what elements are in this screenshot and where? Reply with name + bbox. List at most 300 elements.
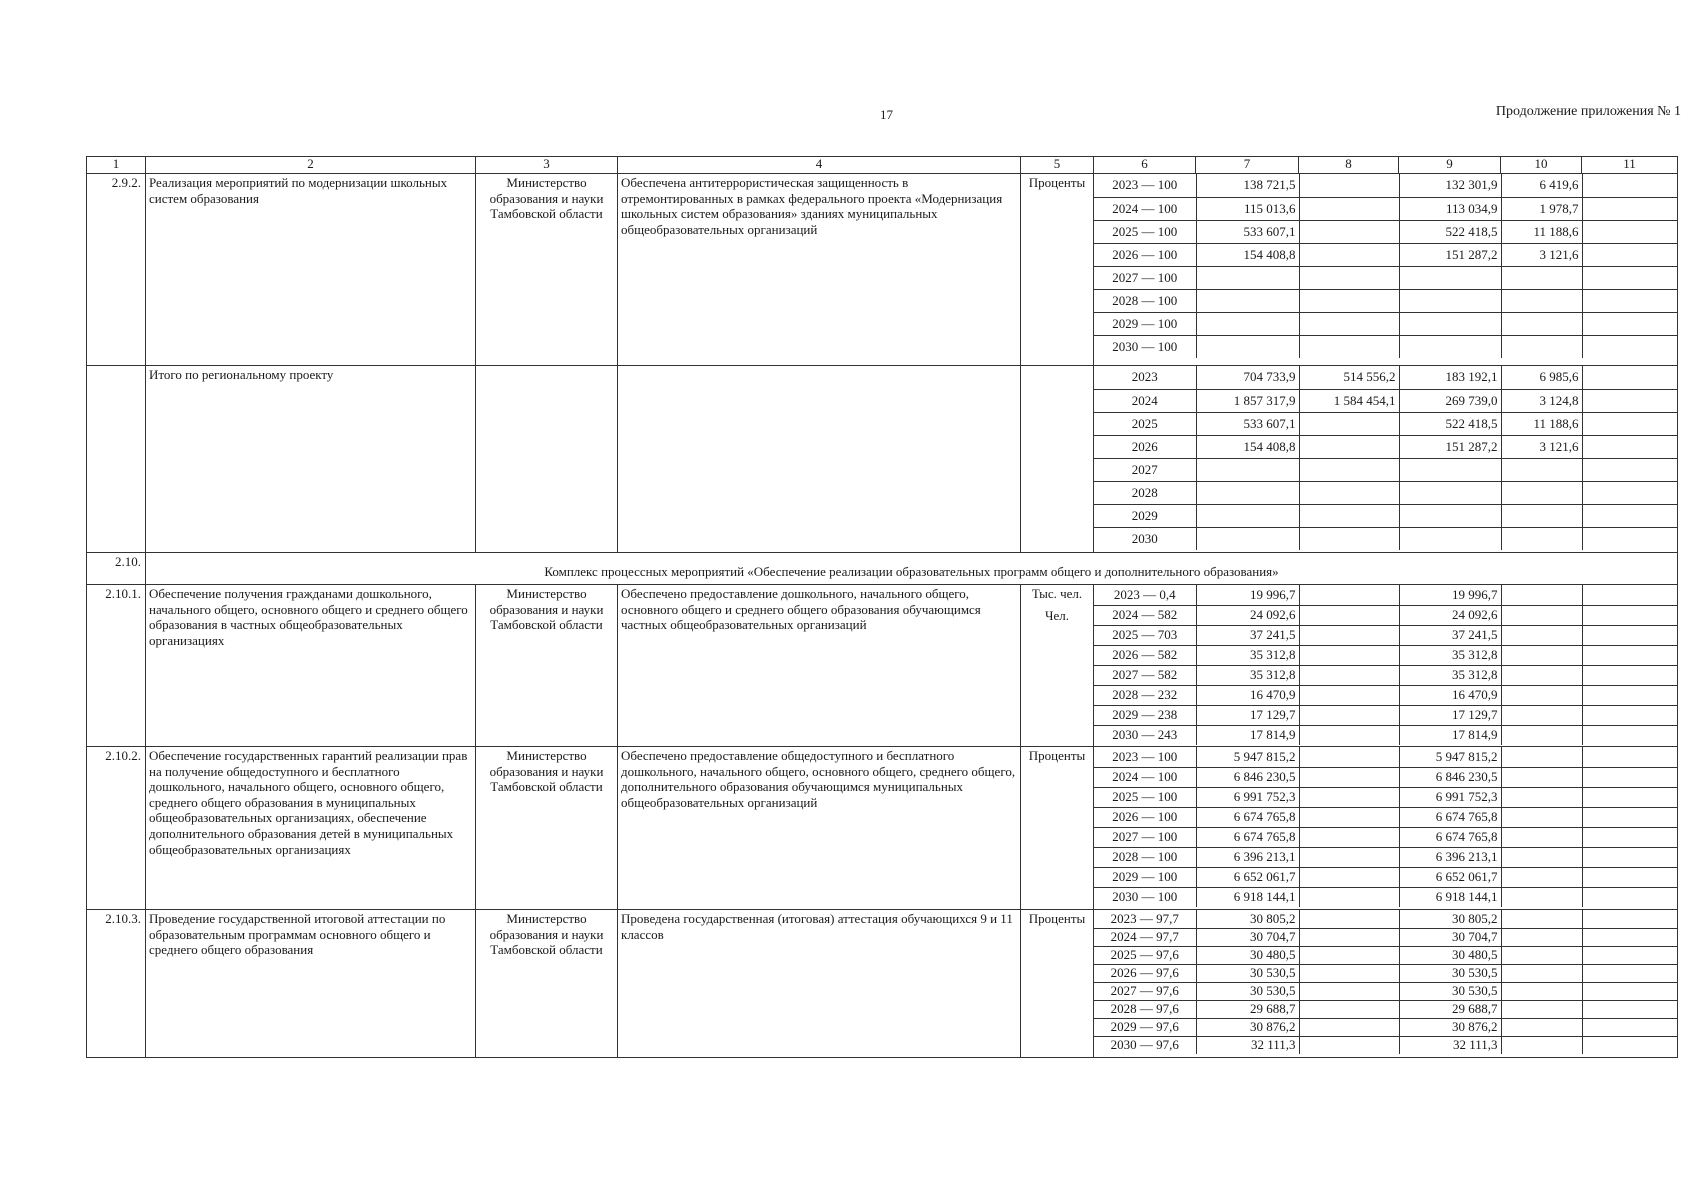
year-row [1094,887,1678,907]
regional-value: 17 814,9 [1399,725,1501,745]
year-row [1094,174,1678,197]
local-value [1501,867,1582,887]
federal-value [1299,243,1399,266]
federal-value [1299,527,1399,550]
local-value [1501,747,1582,767]
regional-value [1399,458,1501,481]
row-result: Проведена государственная (итоговая) аттестация обучающихся 9 и 11 классов [618,910,1021,1058]
regional-value [1399,527,1501,550]
row-units [1021,585,1094,747]
total-value: 5 947 815,2 [1196,747,1299,767]
federal-value [1299,964,1399,982]
local-value [1501,946,1582,964]
row-executor [476,366,618,553]
other-value [1582,887,1678,907]
year-row [1094,625,1678,645]
other-value [1582,266,1678,289]
other-value [1582,645,1678,665]
total-value: 30 530,5 [1196,982,1299,1000]
total-value: 154 408,8 [1196,243,1299,266]
local-value [1501,910,1582,928]
year-target: 2027 — 582 [1094,665,1196,685]
regional-value: 522 418,5 [1399,220,1501,243]
local-value [1501,625,1582,645]
year-row [1094,767,1678,787]
column-header: 6 [1094,157,1196,174]
regional-value: 30 704,7 [1399,928,1501,946]
year-row [1094,645,1678,665]
unit-label: Чел. [1045,607,1069,623]
total-value [1196,312,1299,335]
federal-value [1299,312,1399,335]
local-value: 3 121,6 [1501,243,1582,266]
local-value: 6 419,6 [1501,174,1582,197]
year-row [1094,705,1678,725]
federal-value [1299,946,1399,964]
total-value [1196,504,1299,527]
section-row [87,553,1678,585]
year-row [1094,266,1678,289]
year-target: 2027 — 100 [1094,266,1196,289]
federal-value [1299,807,1399,827]
other-value [1582,312,1678,335]
local-value [1501,1018,1582,1036]
row-executor: Министерство образования и науки Тамбовской области [476,910,618,1058]
year-row [1094,389,1678,412]
local-value: 11 188,6 [1501,412,1582,435]
year-target: 2026 — 100 [1094,243,1196,266]
column-header: 7 [1196,157,1299,174]
yearly-values [1094,585,1678,747]
federal-value [1299,1000,1399,1018]
year-row [1094,910,1678,928]
total-value: 17 814,9 [1196,725,1299,745]
year-row [1094,585,1678,605]
year-row [1094,527,1678,550]
table-row [87,585,1678,747]
total-value: 6 918 144,1 [1196,887,1299,907]
regional-value [1399,481,1501,504]
regional-value: 151 287,2 [1399,243,1501,266]
unit-label: Тыс. чел. [1031,586,1083,601]
year-target: 2029 — 100 [1094,312,1196,335]
other-value [1582,847,1678,867]
year-target: 2026 — 582 [1094,645,1196,665]
local-value [1501,847,1582,867]
regional-value [1399,504,1501,527]
federal-value [1299,1036,1399,1054]
column-header: 2 [146,157,476,174]
federal-value [1299,197,1399,220]
local-value [1501,982,1582,1000]
column-header: 8 [1299,157,1399,174]
year-target: 2030 — 97,6 [1110,1037,1179,1053]
other-value [1582,747,1678,767]
federal-value: 1 584 454,1 [1299,389,1399,412]
regional-value: 151 287,2 [1399,435,1501,458]
local-value [1501,787,1582,807]
other-value [1582,220,1678,243]
yearly-values [1094,366,1678,553]
federal-value [1299,289,1399,312]
row-code: 2.9.2. [87,174,146,366]
row-units [1021,174,1094,366]
federal-value [1299,220,1399,243]
other-value [1582,585,1678,605]
column-header: 3 [476,157,618,174]
row-result [618,366,1021,553]
year-target: 2027 — 97,6 [1094,982,1196,1000]
regional-value: 37 241,5 [1399,625,1501,645]
local-value: 3 124,8 [1501,389,1582,412]
total-value [1196,481,1299,504]
other-value [1582,867,1678,887]
regional-value: 6 674 765,8 [1399,807,1501,827]
local-value [1501,964,1582,982]
column-header: 9 [1399,157,1501,174]
year-row [1094,289,1678,312]
federal-value [1299,435,1399,458]
local-value [1501,504,1582,527]
year-target: 2026 — 97,6 [1094,964,1196,982]
row-name: Проведение государственной итоговой аттестации по образовательным программам основного общего и среднего общего образования [146,910,476,1058]
regional-value: 6 396 213,1 [1399,847,1501,867]
federal-value [1299,928,1399,946]
regional-value: 30 530,5 [1399,964,1501,982]
year-target: 2025 — 100 [1094,220,1196,243]
total-value: 24 092,6 [1196,605,1299,625]
row-units [1021,747,1094,910]
local-value: 1 978,7 [1501,197,1582,220]
year-row [1094,787,1678,807]
year-row [1094,982,1678,1000]
year-target: 2025 [1094,412,1196,435]
row-result: Обеспечено предоставление общедоступного и бесплатного дошкольного, начального общего, основного общего, среднего общего, дополнительного образования обучающимся муниципальных общеобразовательных организаций [618,747,1021,910]
total-value: 154 408,8 [1196,435,1299,458]
federal-value [1299,412,1399,435]
local-value [1501,458,1582,481]
year-target: 2023 — 100 [1094,174,1196,197]
row-code: 2.10.1. [87,585,146,747]
local-value [1501,725,1582,745]
other-value [1582,335,1678,358]
year-target: 2028 — 100 [1094,289,1196,312]
total-value: 115 013,6 [1196,197,1299,220]
total-value [1196,458,1299,481]
regional-value: 6 652 061,7 [1399,867,1501,887]
year-target: 2025 — 100 [1094,787,1196,807]
year-target: 2023 — 97,7 [1094,910,1196,928]
local-value [1501,807,1582,827]
other-value [1582,1036,1678,1054]
total-value: 533 607,1 [1196,220,1299,243]
total-value: 533 607,1 [1196,412,1299,435]
year-target: 2029 — 238 [1094,705,1196,725]
federal-value [1299,910,1399,928]
year-row [1094,458,1678,481]
total-value: 30 530,5 [1196,964,1299,982]
row-name: Итого по региональному проекту [146,366,476,553]
year-target: 2024 [1094,389,1196,412]
local-value [1501,527,1582,550]
column-header-row [87,157,1678,174]
regional-value: 6 674 765,8 [1399,827,1501,847]
unit-label: Проценты [1028,911,1086,926]
row-units [1021,910,1094,1058]
row-code [87,366,146,553]
year-target: 2027 — 100 [1094,827,1196,847]
year-target: 2029 — 100 [1094,867,1196,887]
regional-value: 24 092,6 [1399,605,1501,625]
federal-value [1299,585,1399,605]
federal-value [1299,174,1399,197]
local-value [1501,266,1582,289]
local-value: 11 188,6 [1501,220,1582,243]
column-header: 4 [618,157,1021,174]
other-value [1582,705,1678,725]
year-target: 2024 — 100 [1094,197,1196,220]
other-value [1582,767,1678,787]
local-value [1501,335,1582,358]
local-value [1501,1036,1582,1054]
regional-value: 6 918 144,1 [1399,887,1501,907]
federal-value [1299,685,1399,705]
year-target: 2030 — 100 [1112,889,1178,905]
row-executor: Министерство образования и науки Тамбовской области [476,174,618,366]
other-value [1582,458,1678,481]
other-value [1582,481,1678,504]
column-header: 1 [87,157,146,174]
local-value [1501,481,1582,504]
regional-value: 30 876,2 [1399,1018,1501,1036]
year-row [1094,1000,1678,1018]
total-value: 6 846 230,5 [1196,767,1299,787]
year-target: 2024 — 582 [1094,605,1196,625]
federal-value [1299,767,1399,787]
year-target: 2028 — 100 [1094,847,1196,867]
local-value [1501,585,1582,605]
local-value [1501,767,1582,787]
year-target: 2028 — 232 [1094,685,1196,705]
federal-value [1299,458,1399,481]
federal-value [1299,982,1399,1000]
federal-value [1299,1018,1399,1036]
year-row [1094,747,1678,767]
local-value [1501,928,1582,946]
regional-value [1399,289,1501,312]
year-row [1094,243,1678,266]
year-target: 2025 — 97,6 [1094,946,1196,964]
federal-value [1299,625,1399,645]
total-value: 35 312,8 [1196,665,1299,685]
total-value: 35 312,8 [1196,645,1299,665]
total-value: 1 857 317,9 [1196,389,1299,412]
local-value: 6 985,6 [1501,366,1582,389]
federal-value [1299,504,1399,527]
table-row [87,747,1678,910]
local-value [1501,312,1582,335]
other-value [1582,389,1678,412]
year-target: 2023 — 100 [1094,747,1196,767]
regional-value: 30 480,5 [1399,946,1501,964]
year-row [1094,220,1678,243]
other-value [1582,725,1678,745]
total-value: 6 674 765,8 [1196,807,1299,827]
row-result: Обеспечена антитеррористическая защищенность в отремонтированных в рамках федерального проекта «Модернизация школьных систем образования» зданиях муниципальных общеобразовательных организаций [618,174,1021,366]
year-target: 2024 — 97,7 [1094,928,1196,946]
federal-value [1299,725,1399,745]
year-row [1094,685,1678,705]
total-value: 30 805,2 [1196,910,1299,928]
program-table [86,156,1678,1058]
year-row [1094,847,1678,867]
other-value [1582,412,1678,435]
federal-value [1299,645,1399,665]
other-value [1582,197,1678,220]
other-value [1582,605,1678,625]
regional-value: 32 111,3 [1399,1036,1501,1054]
year-row [1094,928,1678,946]
year-row [1094,964,1678,982]
total-value: 19 996,7 [1196,585,1299,605]
other-value [1582,366,1678,389]
other-value [1582,243,1678,266]
regional-value: 29 688,7 [1399,1000,1501,1018]
year-row [1094,412,1678,435]
year-target: 2028 — 97,6 [1094,1000,1196,1018]
other-value [1582,625,1678,645]
row-name: Обеспечение получения гражданами дошкольного, начального общего, основного общего и среднего общего образования в частных общеобразовательных организациях [146,585,476,747]
year-row [1094,946,1678,964]
other-value [1582,787,1678,807]
local-value [1501,887,1582,907]
other-value [1582,435,1678,458]
year-target: 2030 — 100 [1112,338,1178,354]
local-value [1501,665,1582,685]
table-row [87,910,1678,1058]
regional-value: 17 129,7 [1399,705,1501,725]
year-target: 2029 — 97,6 [1094,1018,1196,1036]
year-row [1094,827,1678,847]
regional-value [1399,312,1501,335]
other-value [1582,964,1678,982]
column-header: 5 [1021,157,1094,174]
federal-value [1299,827,1399,847]
unit-label: Проценты [1028,748,1086,763]
year-row [1094,481,1678,504]
federal-value [1299,787,1399,807]
local-value [1501,645,1582,665]
federal-value [1299,266,1399,289]
federal-value [1299,847,1399,867]
year-target: 2027 [1094,458,1196,481]
regional-value: 5 947 815,2 [1399,747,1501,767]
regional-value: 269 739,0 [1399,389,1501,412]
total-value [1196,266,1299,289]
total-value: 6 674 765,8 [1196,827,1299,847]
other-value [1582,807,1678,827]
federal-value [1299,887,1399,907]
year-row [1094,335,1678,358]
year-target: 2024 — 100 [1094,767,1196,787]
year-row [1094,312,1678,335]
regional-value: 6 846 230,5 [1399,767,1501,787]
other-value [1582,827,1678,847]
row-units [1021,366,1094,553]
regional-value: 522 418,5 [1399,412,1501,435]
unit-label: Проценты [1028,175,1086,190]
federal-value [1299,335,1399,358]
regional-value: 35 312,8 [1399,645,1501,665]
total-value: 17 129,7 [1196,705,1299,725]
row-code: 2.10.2. [87,747,146,910]
year-row [1094,366,1678,389]
section-code: 2.10. [87,553,146,585]
total-value: 704 733,9 [1196,366,1299,389]
year-target: 2023 — 0,4 [1094,585,1196,605]
total-value: 138 721,5 [1196,174,1299,197]
year-row [1094,1018,1678,1036]
other-value [1582,504,1678,527]
year-target: 2030 [1131,530,1158,546]
regional-value: 30 530,5 [1399,982,1501,1000]
year-row [1094,867,1678,887]
total-value [1196,527,1299,550]
year-target: 2026 — 100 [1094,807,1196,827]
federal-value [1299,605,1399,625]
federal-value [1299,481,1399,504]
total-value: 37 241,5 [1196,625,1299,645]
year-row [1094,665,1678,685]
other-value [1582,665,1678,685]
total-value: 32 111,3 [1196,1036,1299,1054]
federal-value [1299,665,1399,685]
other-value [1582,289,1678,312]
year-target: 2029 [1094,504,1196,527]
federal-value: 514 556,2 [1299,366,1399,389]
year-row [1094,197,1678,220]
other-value [1582,1000,1678,1018]
regional-value: 132 301,9 [1399,174,1501,197]
column-header: 10 [1501,157,1582,174]
section-title: Комплекс процессных мероприятий «Обеспечение реализации образовательных программ общего и дополнительного образования» [146,553,1678,585]
page-number: 17 [880,107,893,122]
local-value [1501,289,1582,312]
year-row [1094,807,1678,827]
total-value: 30 876,2 [1196,1018,1299,1036]
federal-value [1299,705,1399,725]
total-value: 30 480,5 [1196,946,1299,964]
total-value: 16 470,9 [1196,685,1299,705]
total-value: 29 688,7 [1196,1000,1299,1018]
year-target: 2030 — 243 [1112,727,1178,743]
regional-value: 30 805,2 [1399,910,1501,928]
total-value [1196,335,1299,358]
total-value: 6 991 752,3 [1196,787,1299,807]
row-executor: Министерство образования и науки Тамбовской области [476,747,618,910]
total-value: 6 396 213,1 [1196,847,1299,867]
year-target: 2023 [1094,366,1196,389]
yearly-values [1094,747,1678,910]
year-row [1094,1036,1678,1054]
regional-value [1399,335,1501,358]
year-row [1094,435,1678,458]
other-value [1582,928,1678,946]
yearly-values [1094,174,1678,366]
column-header: 11 [1582,157,1678,174]
year-target: 2028 [1094,481,1196,504]
local-value: 3 121,6 [1501,435,1582,458]
